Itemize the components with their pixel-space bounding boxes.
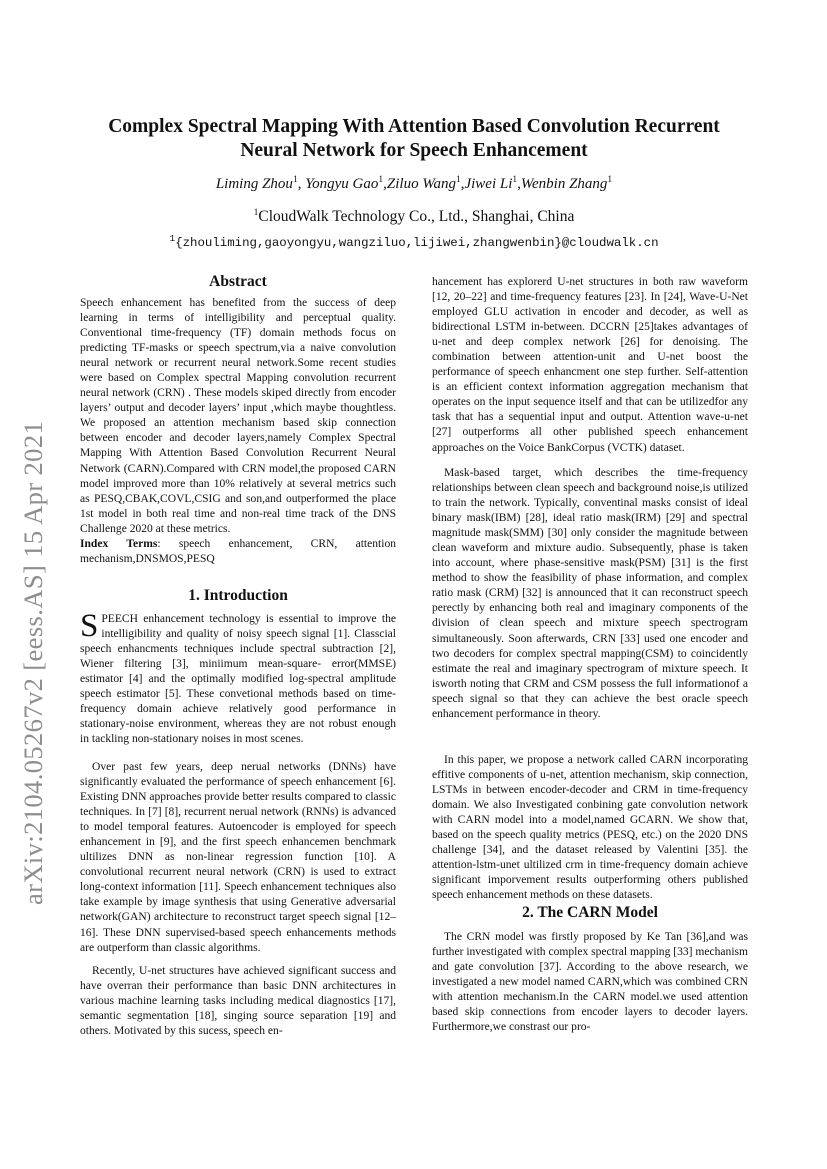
abstract-paragraph [80,296,396,567]
dropcap-letter: S [80,608,99,644]
author-name: Liming Zhou [215,176,293,192]
intro-paragraph-1-text: enhancement technology is essential to improve the intelligibility and quality of noisy speech signal [1]. Classcial speech enhancments techniques include spectral subtraction [2], Wiener filtering [3], miniimum mean-square- error(MMSE) estimator [4] and the optimally modified log-spectral amplitude speech estimator [5]. These convetional methods based on time-frequency domain achieve relatively good performance in stationary-noise environment, whereas they are not robust enough in tackling non-stationary noises in most scenes. [80,613,396,746]
author-name: Jiwei Li [464,176,513,192]
author-emails [80,233,748,250]
index-terms-label: Index Terms [80,537,158,550]
index-terms-text: : speech enhancement, CRN, attention mechanism,DNSMOS,PESQ [80,537,397,565]
abstract-heading: Abstract [209,273,267,290]
email-text: {zhouliming,gaoyongyu,wangziluo,lijiwei,zhangwenbin}@cloudwalk.cn [175,236,659,251]
author-affiliation-mark: 1 [378,175,384,185]
author-name: Wenbin Zhang [520,176,608,192]
paper-title-line-2: Neural Network for Speech Enhancement [240,140,588,161]
intro-paragraph-1 [80,608,396,747]
author-affiliation-mark: 1 [455,175,461,185]
right-paragraph-3: In this paper, we propose a network called CARN incorporating effitive components of u-net, attention mechanism, skip connection, LSTMs in between encoder-decoder and CRM in time-frequency domain. We also Investigated conbining gate convolution network with CARN model into a model,named GCARN. We show that, based on the speech quality metrics (PESQ, etc.) on the 2020 DNS challenge [34], and the dataset released by Valentini [35]. the attention-lstm-unet ultilized crm in time-frequency domain achieve significant imporvement results outperforming others published speech enhancement methods on these datasets. [432,754,748,902]
affiliation-mark: 1 [253,208,259,218]
right-paragraph-1: hancement has explorerd U-net structures in both raw waveform [12, 20–22] and time-frequency features [23]. In [24], Wave-U-Net employed GLU activation in encoder and decoder, as well as bidirectional LSTM in-between. DCCRN [25]takes advantages of u-net and deep complex network [26] for denoising. The combination between attention-unit and U-net boost the performance of speech enhancment one step further. Self-attention is an efficient context information aggregation mechanism that operates on the input sequence itself and that can be utilizedfor any task that has a sequential input and output. Attention wave-u-net [27] outperforms all other published speech enhancement approaches on the Voice BankCorpus (VCTK) dataset. [432,276,748,454]
author-name: Ziluo Wang [386,176,456,192]
author-affiliation-mark: 1 [292,175,298,185]
paper-title-line-1: Complex Spectral Mapping With Attention Based Convolution Recurrent [108,116,720,137]
author-list: Liming Zhou$^1$, Yongyu Gao$^1$,Ziluo Wang$^1$,Jiwei Li$^1$,Wenbin Zhang$^1$ [215,175,613,192]
author-name: Yongyu Gao [305,176,379,192]
intro-paragraph-3: Recently, U-net structures have achieved significant success and have overran their performance than basic DNN architectures in various machine learning tasks including medical diagnostics [17], semantic segmentation [18], singing source separation [19] and others. Motivated by this sucess, speech en- [80,965,396,1038]
affiliation-text: CloudWalk Technology Co., Ltd., Shanghai, China [258,208,575,226]
carn-model-heading: 2. The CARN Model [522,904,658,921]
intro-smallcaps-word: PEECH [101,613,138,625]
author-affiliation-mark: 1 [607,175,613,185]
introduction-heading: 1. Introduction [188,587,288,604]
arxiv-sidebar-stamp: arXiv:2104.05267v2 [eess.AS] 15 Apr 2021 [18,420,48,905]
email-mark: 1 [169,233,176,244]
affiliation [80,208,748,226]
paper-title [80,115,748,163]
right-paragraph-4: The CRN model was firstly proposed by Ke Tan [36],and was further investigated with complex spectral mapping [33] mechanism and gate convolution [37]. According to the above research, we investigated a new model named CARN,which was combined CRN with attention mechanism.In the CARN model.we used attention based skip connections from encoder layers to decoder layers. Furthermore,we constrast our pro- [432,931,748,1034]
right-paragraph-2: Mask-based target, which describes the time-frequency relationships between clean speech and background noise,is utilized to train the network. Typically, conventinal masks consist of ideal binary mask(IBM) [28], ideal ratio mask(IRM) [29] and spectral magnitude mask(SMM) [30] only consider the magnitude between clean waveform and mixture audio. Subsequently, phase is taken into account, where phase-sensitive mask(PSM) [31] is the first method to show the feasibility of phase information, and complex ratio mask (CRM) [32] is announced that it can reconstruct speech perectly by enhancing both real and imaginary components of the division of clean speech and mixture speech spectrogram simultaneously. Soon afterwards, CRN [33] used one encoder and two decoders for complex spectral mapping(CSM) to coincidently estimate the real and imaginary spectrogram of mixture speech. It isworth noting that CRM and CSM possess the full informationof a speech signal so that they can achieve the best oracle speech enhancement performance in theory. [432,467,748,720]
intro-paragraph-2: Over past few years, deep nerual networks (DNNs) have significantly evaluated the performance of speech enhancement [6]. Existing DNN approaches provide better results compared to classic techniques. In [7] [8], recurrent nerual network (RNNs) is advanced to model temporal features. Autoencoder is employed for speech enhancement in [9], and the first speech enhancemen benchmark ultilizes DNN as non-linear regression function [10]. A convolutional recurrent neural network (CRN) is used to extract long-context information [11]. Speech enhancement techniques also take example by image synthesis that using Generative adversarial network(GAN) architecture to reconstruct target speech signal [12–16]. These DNN supervised-based speech enhancements methods are outperform than classic algorithms. [80,761,396,954]
abstract-text: Speech enhancement has benefited from the success of deep learning in terms of intelligibility and perceptual quality. Conventional time-frequency (TF) domain methods focus on predicting TF-masks or speech spectrum,via a naive convolution neural network or recurrent neural network.Some recent studies were based on Complex spectral Mapping convolution recurrent neural network (CRN) . These models skiped directly from encoder layers’ output and decoder layers’ input ,which maybe thoughtless. We proposed an attention mechanism based skip connection between encoder and decoder layers,namely Complex Spectral Mapping With Attention Based Convolution Recurrent Neural Network (CARN).Compared with CRN model,the proposed CARN model improved more than 10% relatively at several metrics such as PESQ,CBAK,COVL,CSIG and son,and outperformed the place 1st model in both real time and non-real time track of the DNS Challenge 2020 at these metrics. [80,297,396,535]
author-affiliation-mark: 1 [512,175,518,185]
